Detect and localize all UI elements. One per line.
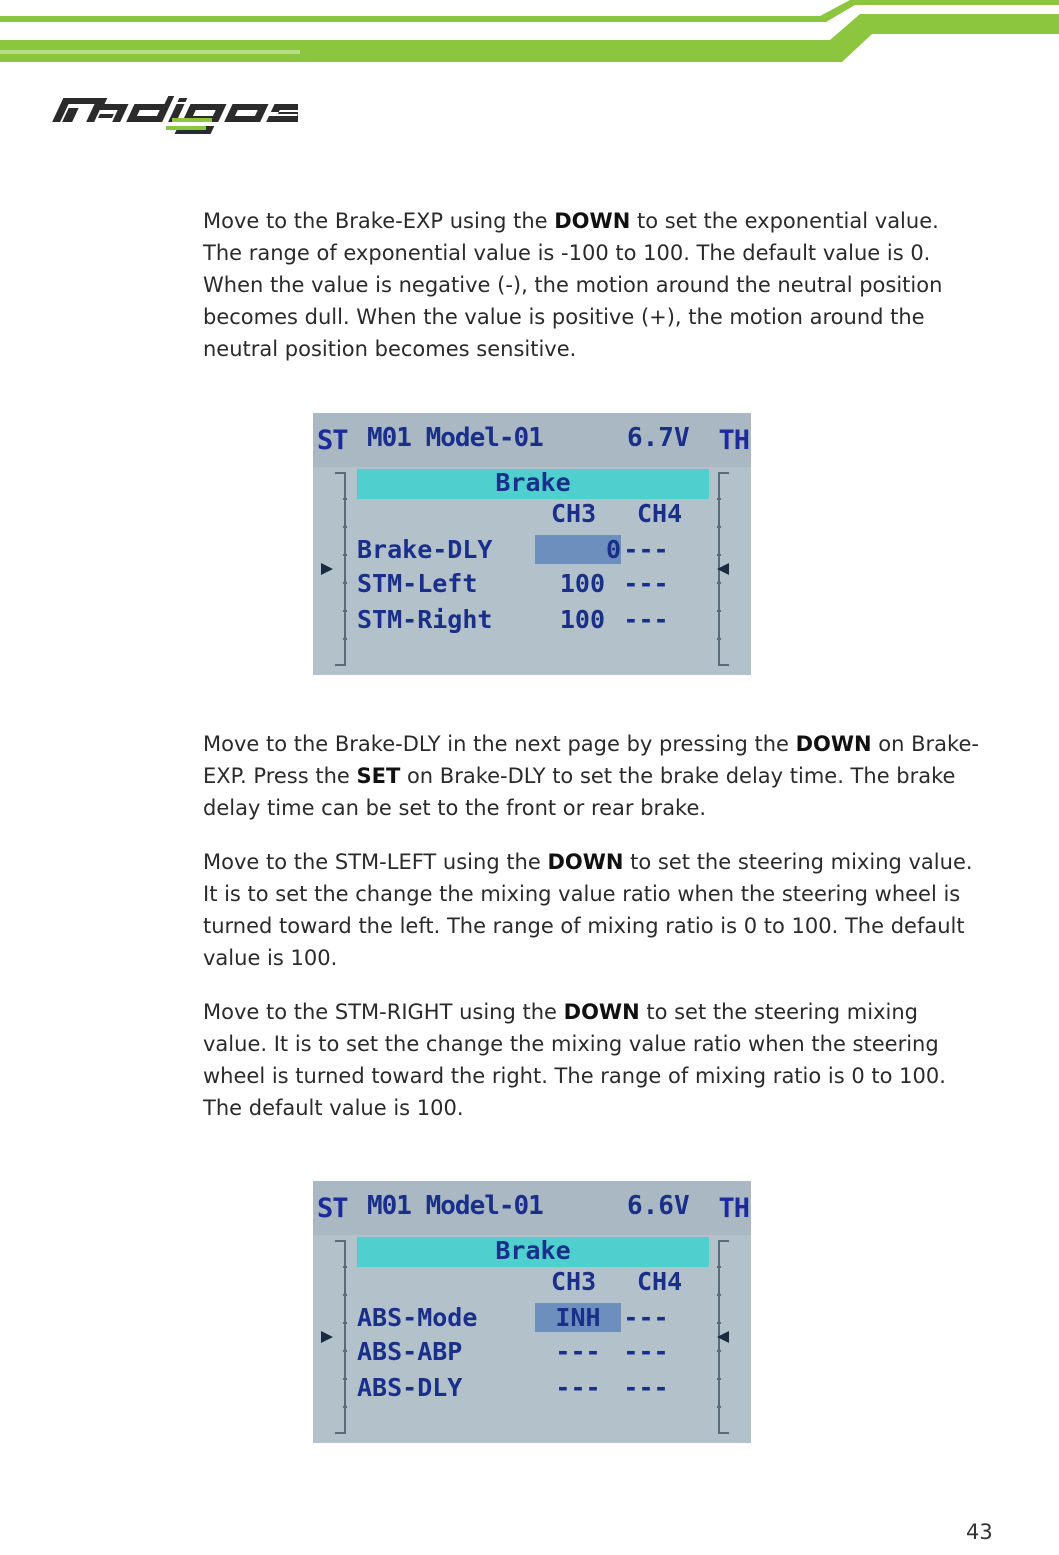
left-trim-rail — [333, 1239, 347, 1435]
page-number: 43 — [966, 1520, 993, 1544]
menu-row-ch3-value[interactable]: INH — [535, 1303, 621, 1332]
menu-row-label[interactable]: Brake-DLY — [357, 535, 493, 564]
menu-row-ch4-value[interactable]: --- — [623, 1303, 669, 1332]
menu-row-ch4-value[interactable]: --- — [623, 569, 669, 598]
menu-row-label[interactable]: ABS-DLY — [357, 1373, 463, 1402]
menu-row-ch3-value[interactable]: 0 — [535, 535, 621, 564]
column-header-ch4: CH4 — [637, 1267, 683, 1296]
menu-title: Brake — [495, 1236, 571, 1265]
menu-title: Brake — [495, 468, 571, 497]
menu-title-bar — [357, 469, 709, 499]
menu-row-ch3-value[interactable]: 100 — [559, 605, 605, 634]
menu-row-label[interactable]: ABS-Mode — [357, 1303, 478, 1332]
th-indicator: TH — [718, 1193, 749, 1224]
paragraph-stm-right: Move to the STM-RIGHT using the DOWN to set the steering mixing value. It is to set the change the mixing value ratio when the steering wheel is turned toward the right. The range of mixing ratio is 0 to 100. The default value is 100. — [203, 1000, 946, 1120]
lcd-screen-brake-page2 — [313, 1181, 751, 1443]
column-header-ch3: CH3 — [551, 1267, 597, 1296]
model-name: M01 Model-01 — [367, 423, 543, 453]
menu-title-bar — [357, 1237, 709, 1267]
menu-row-ch4-value[interactable]: --- — [623, 1337, 669, 1366]
menu-row-ch4-value[interactable]: --- — [623, 605, 669, 634]
header-stripes — [0, 0, 1059, 80]
battery-voltage: 6.7V — [627, 423, 690, 453]
st-indicator: ST — [317, 1193, 348, 1224]
right-trim-pointer-icon — [717, 563, 729, 575]
lcd-screen-brake-page1 — [313, 413, 751, 675]
model-name: M01 Model-01 — [367, 1191, 543, 1221]
menu-row-label[interactable]: ABS-ABP — [357, 1337, 463, 1366]
battery-voltage: 6.6V — [627, 1191, 690, 1221]
menu-row-ch3-value[interactable]: --- — [555, 1373, 601, 1402]
st-indicator: ST — [317, 425, 348, 456]
th-indicator: TH — [718, 425, 749, 456]
column-header-ch4: CH4 — [637, 499, 683, 528]
left-trim-rail — [333, 471, 347, 667]
radiopost-logo — [38, 88, 298, 140]
menu-row-ch4-value[interactable]: --- — [623, 535, 669, 564]
paragraph-brake-dly: Move to the Brake-DLY in the next page by pressing the DOWN on Brake-EXP. Press the SET on Brake-DLY to set the brake delay time. The brake delay time can be set to the front or rear brake. — [203, 732, 979, 820]
column-header-ch3: CH3 — [551, 499, 597, 528]
menu-row-ch3-value[interactable]: --- — [555, 1337, 601, 1366]
menu-row-ch3-value[interactable]: 100 — [559, 569, 605, 598]
left-trim-pointer-icon — [321, 563, 333, 575]
paragraph-stm-left: Move to the STM-LEFT using the DOWN to set the steering mixing value. It is to set the change the mixing value ratio when the steering wheel is turned toward the left. The range of mixing ratio is 0 to 100. The default value is 100. — [203, 850, 973, 970]
paragraph-brake-exp: Move to the Brake-EXP using the DOWN to set the exponential value. The range of exponential value is -100 to 100. The default value is 0. When the value is negative (-), the motion around the neutral position becomes dull. When the value is positive (+), the motion around the neutral position becomes sensitive. — [203, 209, 943, 361]
right-trim-pointer-icon — [717, 1331, 729, 1343]
menu-row-label[interactable]: STM-Right — [357, 605, 493, 634]
menu-row-ch4-value[interactable]: --- — [623, 1373, 669, 1402]
menu-row-label[interactable]: STM-Left — [357, 569, 478, 598]
left-trim-pointer-icon — [321, 1331, 333, 1343]
